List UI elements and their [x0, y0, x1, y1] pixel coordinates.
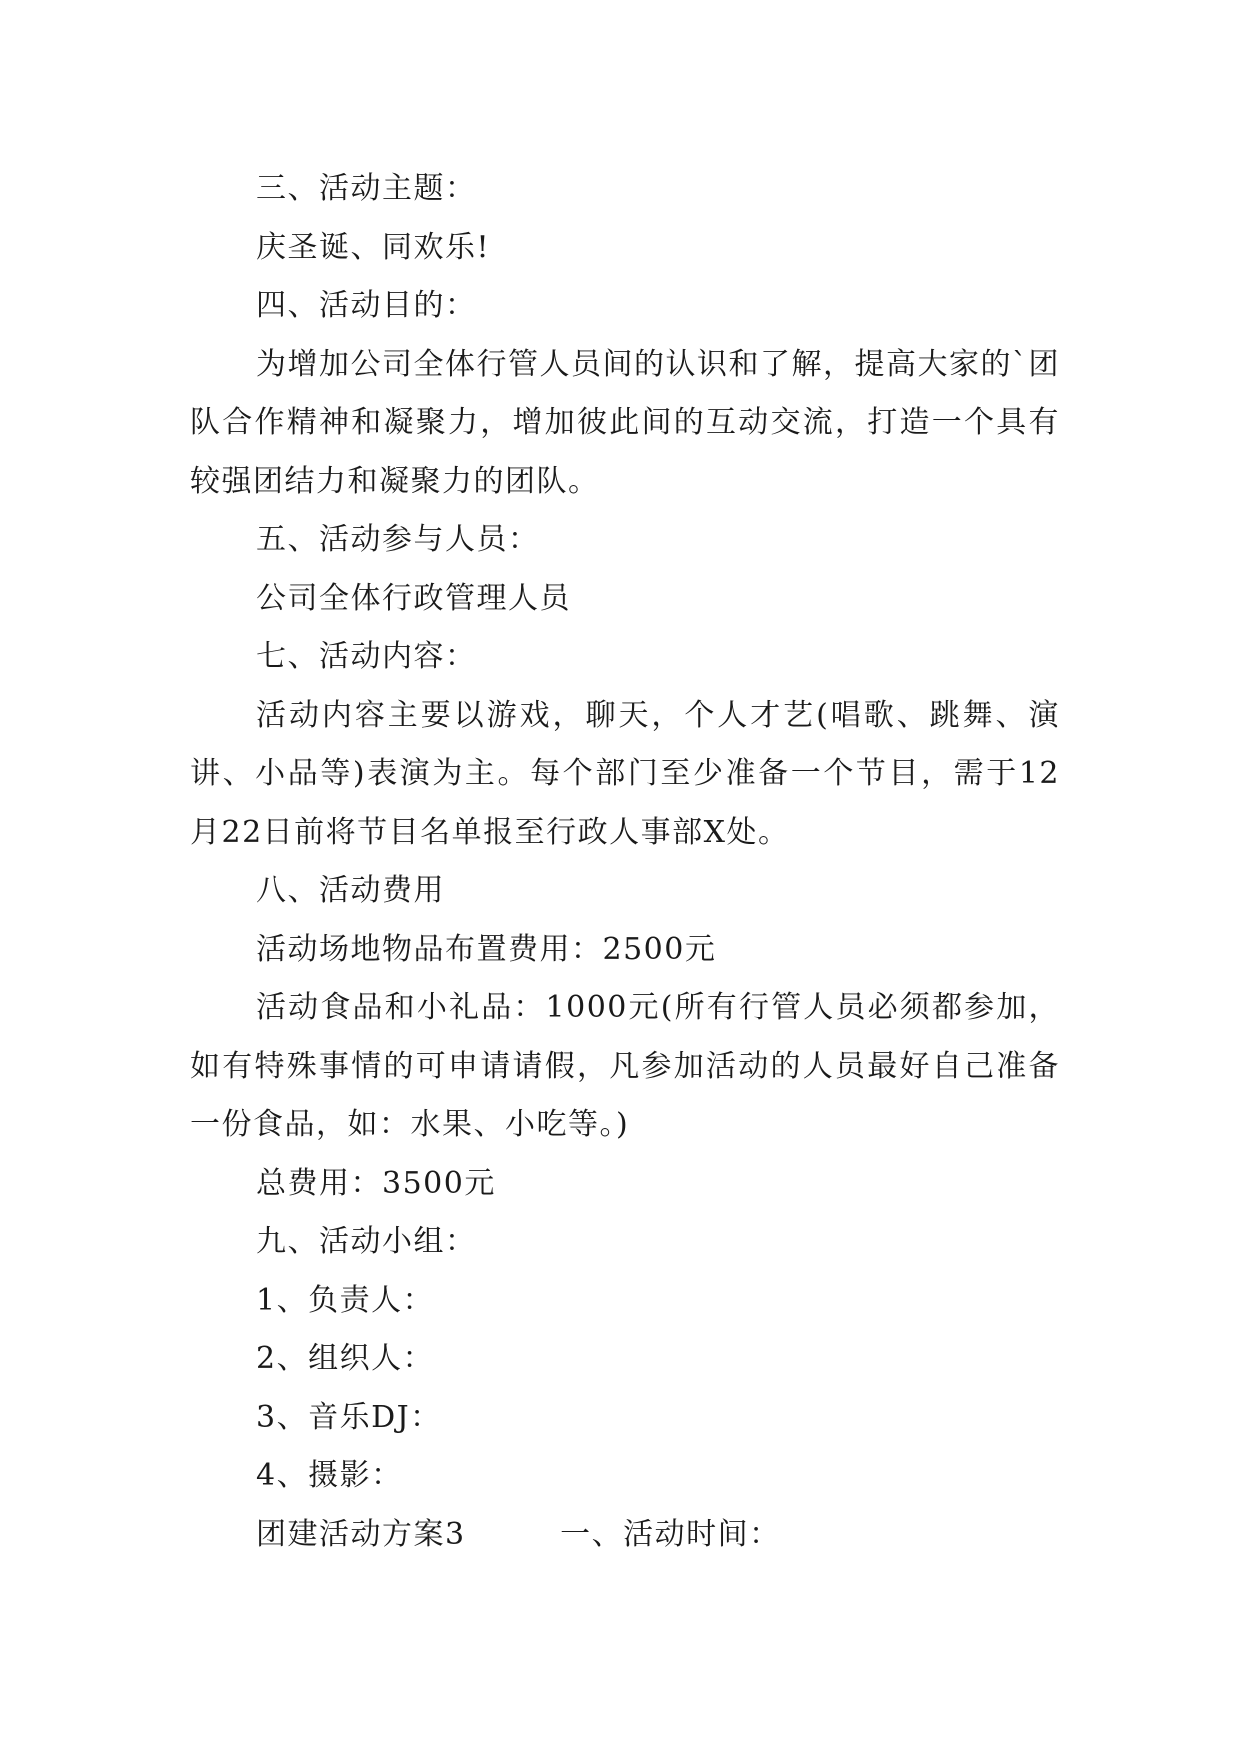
paragraph-purpose: 为增加公司全体行管人员间的认识和了解，提高大家的`团队合作精神和凝聚力，增加彼此间的互动交流，打造一个具有较强团结力和凝聚力的团队。 — [190, 346, 1060, 499]
paragraph-next-plan: 团建活动方案3 一、活动时间： — [256, 1516, 781, 1552]
list-item: 1、负责人： — [256, 1282, 435, 1318]
paragraph-venue-cost: 活动场地物品布置费用：2500元 — [256, 931, 717, 967]
paragraph-theme: 庆圣诞、同欢乐! — [256, 229, 491, 265]
heading-participants: 五、活动参与人员： — [256, 522, 540, 557]
paragraph-participants: 公司全体行政管理人员 — [256, 580, 571, 616]
list-item: 2、组织人： — [256, 1341, 435, 1376]
heading-purpose: 四、活动目的： — [256, 288, 477, 323]
heading-content: 七、活动内容： — [256, 639, 477, 674]
heading-theme: 三、活动主题： — [256, 171, 477, 206]
document-body — [190, 160, 1060, 1564]
list-item: 4、摄影： — [256, 1458, 403, 1493]
list-item: 3、音乐DJ： — [256, 1399, 442, 1435]
paragraph-content: 活动内容主要以游戏，聊天，个人才艺(唱歌、跳舞、演讲、小品等)表演为主。每个部门至少准备一个节目，需于12月22日前将节目名单报至行政人事部X处。 — [190, 697, 1060, 850]
heading-cost: 八、活动费用 — [256, 873, 445, 908]
paragraph-food-cost: 活动食品和小礼品：1000元(所有行管人员必须都参加，如有特殊事情的可申请请假，凡参加活动的人员最好自己准备一份食品，如：水果、小吃等。) — [190, 990, 1060, 1142]
paragraph-total-cost: 总费用：3500元 — [256, 1165, 496, 1201]
heading-team: 九、活动小组： — [256, 1224, 477, 1259]
